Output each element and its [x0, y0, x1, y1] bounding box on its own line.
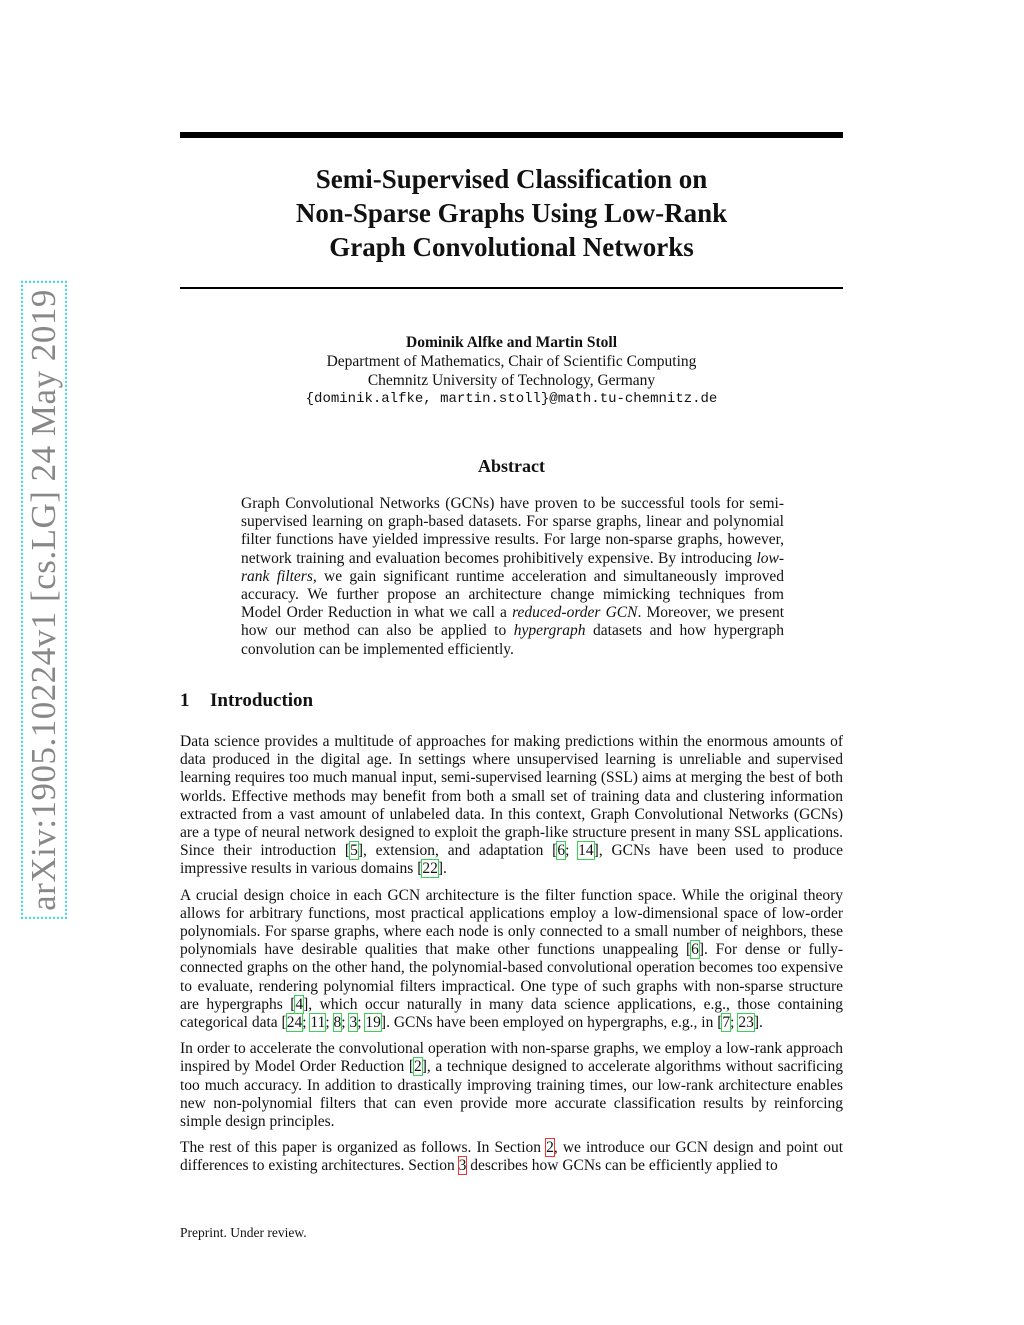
- author-block: [180, 333, 843, 409]
- author-names: Dominik Alfke and Martin Stoll: [406, 334, 617, 351]
- text: ].: [437, 860, 447, 878]
- text: ]. GCNs have been employed on hypergraphs, e.g., in [: [380, 1014, 723, 1032]
- text: ;: [565, 842, 579, 860]
- text: ], which occur naturally in many data science applications, e.g., those containing categorical data [: [180, 995, 843, 1032]
- paragraph-1: [180, 733, 843, 879]
- title-bottom-rule: [180, 287, 843, 289]
- citation-link[interactable]: 11: [310, 1014, 326, 1032]
- title-top-rule: [180, 132, 843, 138]
- separator: ;: [730, 1014, 739, 1032]
- separator: ;: [325, 1014, 334, 1032]
- citation-link[interactable]: 6: [691, 941, 699, 959]
- citation-link[interactable]: 23: [738, 1014, 754, 1032]
- text: ], extension, and adaptation [: [357, 842, 558, 860]
- citation-link[interactable]: 14: [578, 842, 594, 860]
- abstract-text-part: datasets and how hypergraph convolution can be implemented efficiently.: [241, 622, 784, 658]
- citation-link[interactable]: 24: [286, 1014, 303, 1032]
- citation-link[interactable]: 19: [365, 1014, 381, 1032]
- citation-link[interactable]: 7: [722, 1014, 731, 1032]
- paper-title: [180, 162, 843, 264]
- text: A crucial design choice in each GCN architecture is the filter function space. While the original theory allows for arbitrary functions, most practical applications employ a low-dimensional space of low-order polynomials. For sparse graphs, where each node is only connected to a small number of neighbors, these polynomials have desirable qualities that make other functions unappealing [: [180, 886, 843, 959]
- citation-link[interactable]: 22: [422, 860, 438, 878]
- title-line-1: Semi-Supervised Classification on: [315, 164, 708, 194]
- section-link[interactable]: 2: [546, 1139, 554, 1157]
- abstract-emphasis: reduced-order GCN: [512, 604, 638, 622]
- citation-link[interactable]: 6: [557, 842, 566, 860]
- abstract-heading: Abstract: [478, 456, 545, 476]
- text: , we introduce our GCN design and point out differences to existing architectures. Section: [180, 1139, 844, 1175]
- abstract-emphasis: low-rank filters: [241, 549, 784, 585]
- text: describes how GCNs can be efficiently applied to: [466, 1157, 778, 1175]
- introduction-body: [180, 733, 843, 1184]
- separator: ;: [357, 1014, 366, 1032]
- text: In order to accelerate the convolutional operation with non-sparse graphs, we employ a low-rank approach inspired by Model Order Reduction [: [180, 1040, 843, 1076]
- page-footer: Preprint. Under review.: [180, 1225, 307, 1240]
- abstract-text-part: Graph Convolutional Networks (GCNs) have proven to be successful tools for semi-supervised learning on graph-based datasets. For sparse graphs, linear and polynomial filter functions have yielded impressive results. For large non-sparse graphs, however, network training and evaluation becomes prohibitively expensive. By introducing: [241, 495, 784, 567]
- citation-link[interactable]: 2: [414, 1058, 422, 1076]
- abstract-text-part: , we gain significant runtime acceleration and simultaneously improved accuracy. We further propose an architecture change mimicking techniques from Model Order Reduction in what we call a: [241, 567, 784, 622]
- citation-link[interactable]: 3: [349, 1014, 358, 1032]
- text: The rest of this paper is organized as follows. In Section: [180, 1139, 547, 1157]
- text: ]. For dense or fully-connected graphs on the other hand, the polynomial-based convolutional operation becomes too expensive to evaluate, rendering polynomial filters impractical. One type of such graphs with non-sparse structure are hypergraphs [: [180, 941, 843, 1013]
- paragraph-3: [180, 1040, 843, 1131]
- paragraph-2: [180, 887, 843, 1033]
- separator: ;: [341, 1014, 350, 1032]
- arxiv-identifier-stamp: arXiv:1905.10224v1 [cs.LG] 24 May 2019: [21, 281, 67, 919]
- author-department: Department of Mathematics, Chair of Scientific Computing: [326, 353, 697, 370]
- section-title: Introduction: [210, 690, 314, 711]
- section-link[interactable]: 3: [458, 1157, 467, 1175]
- section-heading-introduction: [180, 690, 313, 712]
- title-line-2: Non-Sparse Graphs Using Low-Rank: [295, 198, 728, 228]
- abstract-text: [241, 495, 784, 659]
- separator: ;: [302, 1014, 311, 1032]
- paragraph-4: [180, 1139, 843, 1175]
- section-number: 1: [180, 690, 190, 711]
- citation-link[interactable]: 5: [350, 842, 358, 860]
- citation-link[interactable]: 4: [295, 995, 304, 1013]
- abstract-emphasis: hypergraph: [513, 622, 586, 640]
- text: ], a technique designed to accelerate algorithms without sacrificing too much accuracy. In addition to drastically improving training times, our low-rank architecture enables new non-polynomial filters that can even provide more accurate classification results by reinforcing simple design principles.: [180, 1058, 843, 1131]
- citation-link[interactable]: 8: [333, 1014, 342, 1032]
- text: ].: [753, 1014, 763, 1032]
- text: Data science provides a multitude of approaches for making predictions within the enormous amounts of data produced in the digital age. In settings where unsupervised learning is unreliable and supervised learning requires too much manual input, semi-supervised learning (SSL) aims at merging the best of both worlds. Effective methods may benefit from both a small set of training data and clustering information extracted from a vast amount of unlabeled data. In this context, Graph Convolutional Networks (GCNs) are a type of neural network designed to exploit the graph-like structure present in many SSL applications. Since their introduction [: [180, 733, 843, 860]
- text: ], GCNs have been used to produce impressive results in various domains [: [180, 842, 843, 878]
- abstract-text-part: . Moreover, we present how our method can also be applied to: [241, 604, 785, 640]
- author-email: {dominik.alfke, martin.stoll}@math.tu-chemnitz.de: [305, 391, 718, 407]
- author-university: Chemnitz University of Technology, Germany: [367, 372, 656, 389]
- title-line-3: Graph Convolutional Networks: [329, 232, 694, 262]
